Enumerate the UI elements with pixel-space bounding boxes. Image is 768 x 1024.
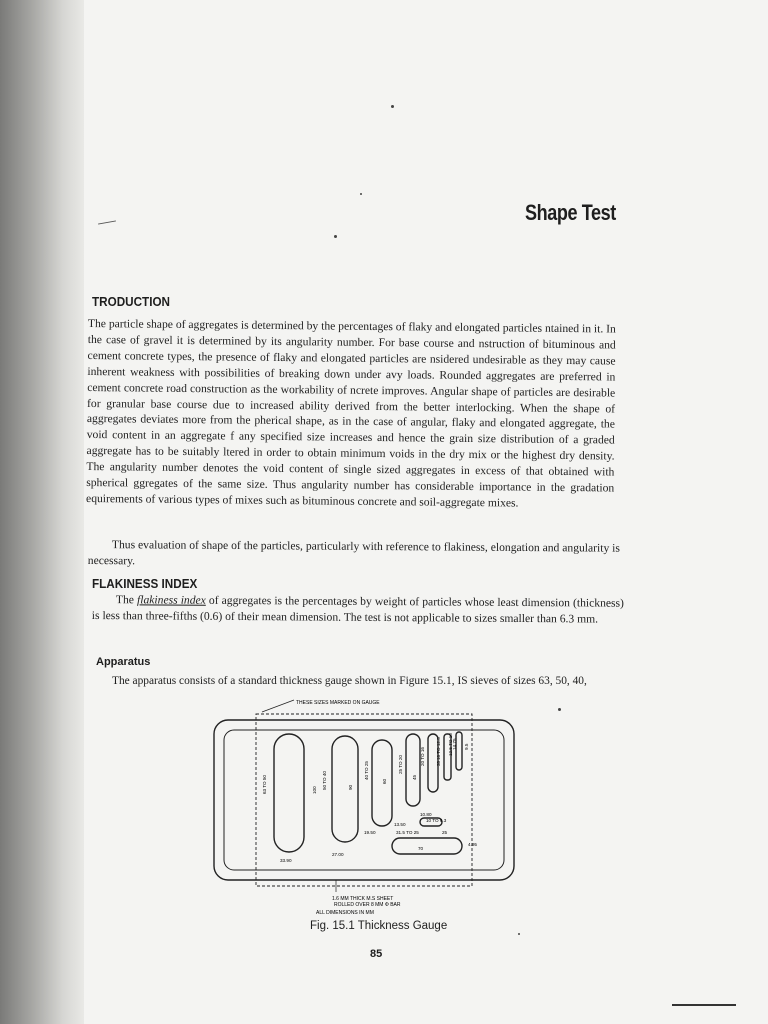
dimension-label: 10.80 xyxy=(420,812,432,817)
slot-label: 90 xyxy=(348,784,353,790)
slot-label: 9.5 xyxy=(464,743,469,750)
introduction-paragraph-2: Thus evaluation of shape of the particles, particularly with reference to flakiness, elongation and angularity is necessary. xyxy=(87,538,620,568)
slot-label: 100 xyxy=(312,786,317,794)
flakiness-heading: FLAKINESS INDEX xyxy=(92,576,198,591)
book-binding xyxy=(0,0,84,1024)
dimension-label: 13.50 xyxy=(394,822,406,827)
slot-label: 35 xyxy=(436,760,441,766)
speck xyxy=(360,193,362,195)
slot-label: 60 xyxy=(382,778,387,784)
page-title: Shape Test xyxy=(525,200,616,225)
introduction-heading: TRODUCTION xyxy=(92,294,171,309)
slot-label: 14.75 xyxy=(452,738,457,750)
slot-long xyxy=(392,838,462,854)
top-note: THESE SIZES MARKED ON GAUGE xyxy=(296,700,380,706)
slot-2 xyxy=(332,736,358,842)
dimension-label: 19.50 xyxy=(364,830,376,835)
slot-label: 12.5 TO 10 xyxy=(448,733,453,756)
dimension-label: 31.5 TO 25 xyxy=(396,830,419,835)
slot-1 xyxy=(274,734,304,852)
dimension-label: 10 TO 6.3 xyxy=(426,818,447,823)
bottom-note-3: ALL DIMENSIONS IN MM xyxy=(316,910,374,916)
figure-caption: Fig. 15.1 Thickness Gauge xyxy=(310,920,448,932)
slot-7 xyxy=(456,732,462,770)
slot-label: 50 TO 40 xyxy=(322,771,327,790)
flakiness-lead: The xyxy=(115,593,138,607)
document-page xyxy=(84,0,768,1024)
slot-label: 20 TO 16 xyxy=(420,747,425,766)
speck xyxy=(558,708,561,711)
speck xyxy=(334,235,337,238)
bottom-mark xyxy=(672,1004,736,1006)
thickness-gauge-figure xyxy=(206,694,522,924)
dimension-label: 4.95 xyxy=(468,842,477,847)
speck xyxy=(518,933,520,935)
slot-label: 16 TO 12.5 xyxy=(436,737,441,760)
bottom-note-2: ROLLED OVER 8 MM Φ BAR xyxy=(334,902,401,908)
dimension-label: 25 xyxy=(442,830,448,835)
speck xyxy=(391,105,394,108)
apparatus-paragraph: The apparatus consists of a standard thickness gauge shown in Figure 15.1, IS sieves of sizes 63, 50, 40, xyxy=(112,675,587,687)
introduction-paragraph-1: The particle shape of aggregates is determined by the percentages of flaky and elongated particles ntained in it. In the case of gravel it is determined by its angularity number. For base course and nstruction of bituminous and cement concrete types, the presence of flaky and elongated particles are nsidered undesirable as they may cause inherent weakness with possibilities of breaking down under avy loads. Rounded aggregates are preferred in cement concrete road construction as the workability of ncrete improves. Angular shape of particles are desirable for granular base course due to increased ability derived from the better interlocking. When the shape of aggregates deviates more from the pherical shape, as in the case of angular, flaky and elongated aggregate, the void content in an aggregate f any specified size increases and hence the grain size distribution of a graded aggregate has to be suitably ltered in order to obtain minimum voids in the dry mix or the highest dry density. The angularity number denotes the void content of single sized aggregates in excess of that obtained with spherical ggregates of the same size. Thus angularity number has considerable importance in the gradation equirements of various types of mixes such as bituminous concrete and soil-aggregate mixes. xyxy=(86,316,616,510)
apparatus-heading: Apparatus xyxy=(96,656,151,668)
slot-label: 63 TO 50 xyxy=(262,775,267,794)
slot-label: 40 TO 25 xyxy=(364,761,369,780)
dimension-label: 70 xyxy=(418,846,424,851)
flakiness-rest: of aggregates is the percentages by weight of particles whose least dimension (thickness) is less than three-fifths (0.6) of their mean dimension. The test is not applicable to sizes smaller than 6.3 mm. xyxy=(91,593,624,626)
gauge-outer-frame xyxy=(214,720,514,880)
page-number: 85 xyxy=(370,948,383,960)
bottom-note-1: 1.6 MM THICK M.S SHEET xyxy=(332,896,394,902)
slot-label: 45 xyxy=(412,774,417,780)
margin-mark xyxy=(98,220,116,224)
slot-4 xyxy=(406,734,420,806)
slot-label: 25 TO 20 xyxy=(398,755,403,774)
flakiness-term: flakiness index xyxy=(137,593,206,607)
flakiness-paragraph xyxy=(92,592,624,628)
dimension-label: 27.00 xyxy=(332,852,344,857)
dimension-label: 33.90 xyxy=(280,858,292,863)
